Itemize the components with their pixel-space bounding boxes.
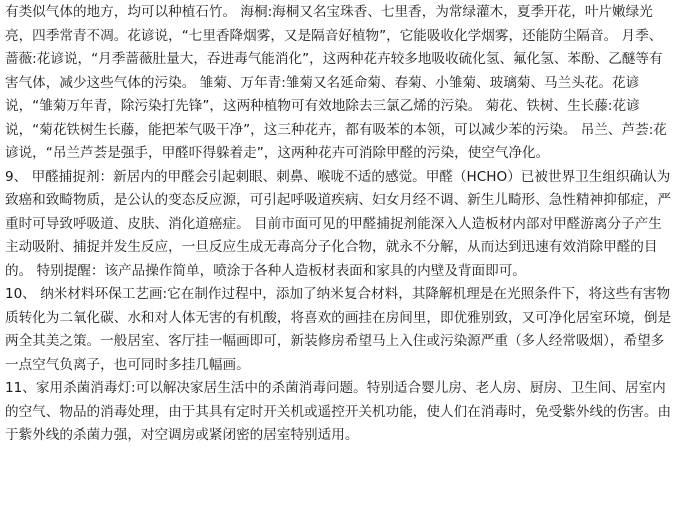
paragraph-sterilizing-lamp: 11、家用杀菌消毒灯:可以解决家居生活中的杀菌消毒问题。特别适合婴儿房、老人房、厨房、卫生间、居室内的空气、物品的消毒处理，由于其具有定时开关机或遥控开关机功能，使人们在消毒时，免受紫外线的伤害。由于紫外线的杀菌力强，对空调房或紧闭密的居室特别适用。 xyxy=(5,380,672,443)
paragraph-formaldehyde-catcher: 9、 甲醛捕捉剂：新居内的甲醛会引起刺眼、刺鼻、喉咙不适的感觉。甲醛（HCHO）已被世界卫生组织确认为致癌和致畸物质，是公认的变态反应源，可引起呼吸道疾病、妇女月经不调、新生儿畸形、急性精神抑郁症，严重时可导致呼吸道、皮肤、消化道癌症。 目前市面可见的甲醛捕捉剂能深入人造板材内部对甲醛游离分子产生主动吸附、捕捉并发生反应，一旦反应生成无毒高分子化合物，就永不分解，从而达到迅速有效消除甲醛的目的。 特别提醒：该产品操作简单，喷涂于各种人造板材表面和家具的内壁及背面即可。 xyxy=(5,168,672,279)
paragraph-nano-painting: 10、 纳米材料环保工艺画:它在制作过程中，添加了纳米复合材料，其降解机理是在光照条件下，将这些有害物质转化为二氧化碳、水和对人体无害的有机酸，将喜欢的画挂在房间里，即优雅别致，又可净化居室环境，倒是两全其美之策。一般居室、客厅挂一幅画即可，新装修房希望马上入住或污染源严重（多人经常吸烟），希望多一点空气负离子，也可同时多挂几幅画。 xyxy=(5,286,672,373)
paragraph-plants: 有类似气体的地方，均可以种植石竹。 海桐:海桐又名宝珠香、七里香，为常绿灌木，夏季开花，叶片嫩绿光亮，四季常青不凋。花谚说，“七里香降烟雾，又是隔音好植物”，它能吸收化学烟雾，还能防尘隔音。 月季、蔷薇:花谚说，“月季蔷薇肚量大，吞进毒气能消化”，这两种花卉较多地吸收硫化氢、氟化氢、苯酚、乙醚等有害气体，减少这些气体的污染。 雏菊、万年青:雏菊又名延命菊、春菊、小雏菊、玻璃菊、马兰头花。花谚说，“雏菊万年青，除污染打先锋”，这两种植物可有效地除去三氯乙烯的污染。 菊花、铁树、生长藤:花谚说，“菊花铁树生长藤，能把苯气吸干净”，这三种花卉，都有吸苯的本领，可以减少苯的污染。 吊兰、芦荟:花谚说，“吊兰芦荟是强手，甲醛吓得躲着走”，这两种花卉可消除甲醛的污染，使空气净化。 xyxy=(5,4,667,161)
